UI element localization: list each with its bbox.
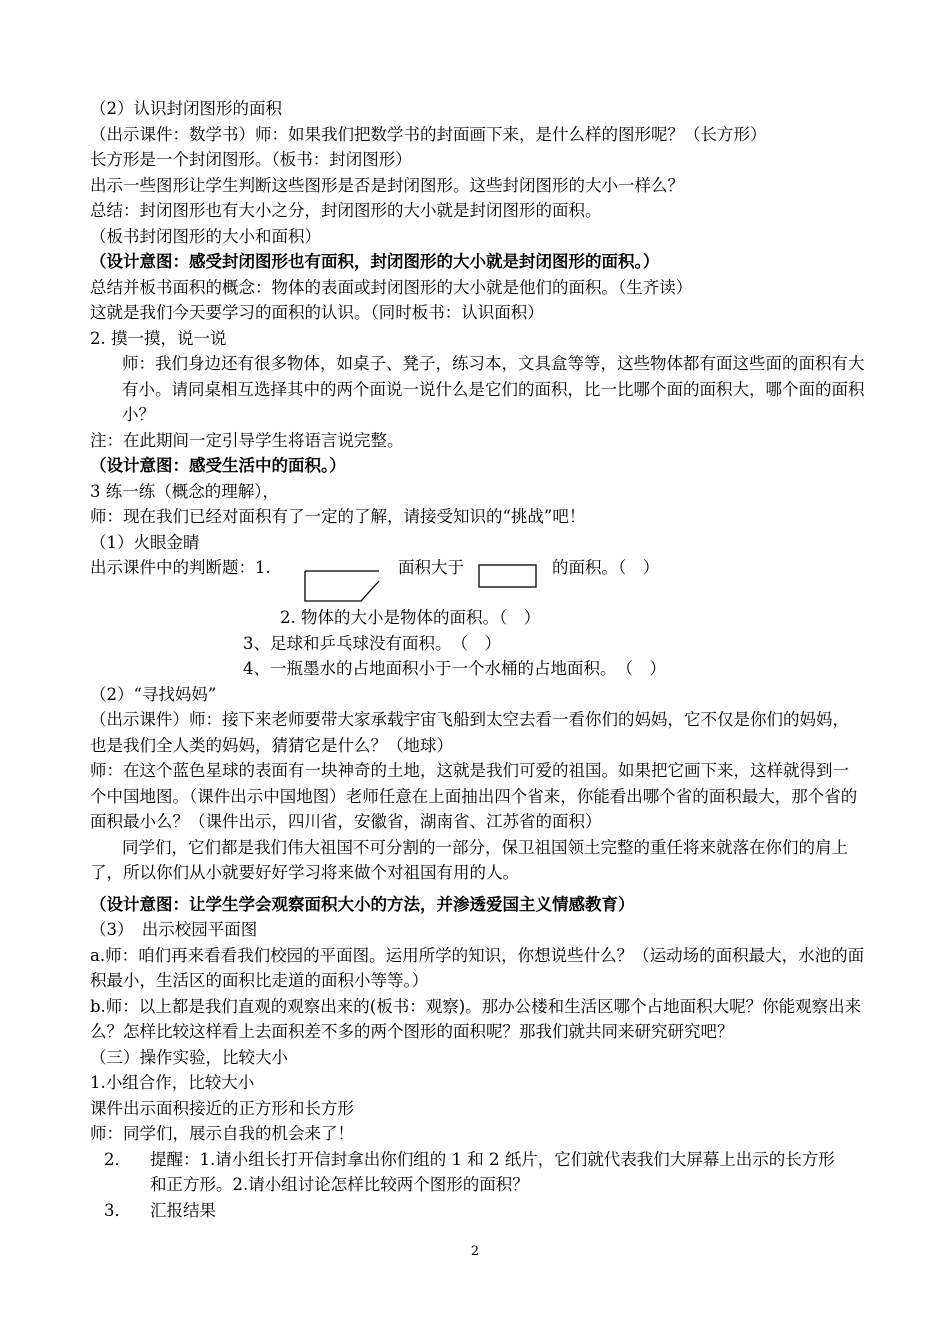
paragraph: （出示课件）师：接下来老师要带大家承载宇宙飞船到太空去看一看你们的妈妈，它不仅是你们的妈妈，也是我们全人类的妈妈，猜猜它是什么？（地球） [90,710,849,755]
list-content: 提醒：1.请小组长打开信封拿出你们组的 1 和 2 纸片，它们就代表我们大屏幕上出示的长方形和正方形。2.请小组讨论怎样比较两个图形的面积？ [150,1149,835,1194]
text-line: 师：现在我们已经对面积有了一定的了解，请接受知识的“挑战”吧！ [90,507,586,526]
list-item [90,1198,865,1224]
paragraph: b.师：以上都是我们直观的观察出来的(板书：观察)。那办公楼和生活区哪个占地面积大呢？你能观察出来么？怎样比较这样看上去面积差不多的两个图形的面积呢？那我们就共同来研究研究吧？ [90,996,862,1041]
trapezoid-figure [303,559,383,603]
judgement-question-1 [90,555,865,605]
text-line: 这就是我们今天要学习的面积的认识。（同时板书：认识面积） [90,303,544,322]
text-line: 长方形是一个封闭图形。（板书：封闭图形） [90,150,412,169]
page-number: 2 [470,1244,480,1259]
judge-text-a: 出示课件中的判断题：1. [90,558,271,577]
judge-text-b: 面积大于 [398,558,464,577]
design-intent: （设计意图：感受封闭图形也有面积，封闭图形的大小就是封闭图形的面积。） [90,252,660,271]
judgement-question-4: 4、一瓶墨水的占地面积小于一个水桶的占地面积。 （ ） [243,659,666,678]
list-content: 汇报结果 [150,1200,216,1220]
text-line: （出示课件：数学书）师：如果我们把数学书的封面画下来，是什么样的图形呢？（长方形） [90,124,767,144]
section-heading: （三）操作实验，比较大小 [90,1047,288,1067]
design-intent: （设计意图：让学生学会观察面积大小的方法，并渗透爱国主义情感教育） [90,894,635,914]
judgement-question-3: 3、足球和乒乓球没有面积。 （ ） [243,633,501,653]
paragraph: 同学们，它们都是我们伟大祖国不可分割的一部分，保卫祖国领土完整的重任将来就落在你们的肩上了，所以你们从小就要好好学习将来做个对祖国有用的人。 [90,837,848,882]
section-heading: 2. 摸一摸，说一说 [90,328,227,348]
list-number: 3． [104,1200,131,1220]
section-heading: （3） 出示校园平面图 [90,920,258,939]
text-line: 师：同学们，展示自我的机会来了！ [90,1124,354,1143]
section-heading: （1）火眼金睛 [90,532,200,552]
text-line: （板书封闭图形的大小和面积） [90,226,321,246]
list-number: 2． [104,1149,131,1169]
section-heading: （2）“寻找妈妈” [90,684,217,704]
judgement-question-2: 2. 物体的大小是物体的面积。（ ） [280,608,541,627]
list-item [90,1147,865,1198]
section-heading: （2）认识封闭图形的面积 [90,99,282,118]
paragraph: 师：在这个蓝色星球的表面有一块神奇的土地，这就是我们可爱的祖国。如果把它画下来，这样就得到一个中国地图。（课件出示中国地图）老师任意在上面抽出四个省来，你能看出哪个省的面积最大，那个省的面积最小么？（课件出示，四川省，安徽省，湖南省、江苏省的面积） [90,761,858,831]
text-line: 总结并板书面积的概念：物体的表面或封闭图形的大小就是他们的面积。（生齐读） [90,277,693,297]
paragraph: a.师：咱们再来看看我们校园的平面图。运用所学的知识，你想说些什么？（运动场的面积最大，水池的面积最小，生活区的面积比走道的面积小等等。） [90,945,865,990]
text-line: 注：在此期间一定引导学生将语言说完整。 [90,430,404,450]
text-line: 课件出示面积接近的正方形和长方形 [90,1098,354,1118]
section-heading: 1.小组合作，比较大小 [90,1073,255,1092]
text-line: 总结：封闭图形也有大小之分，封闭图形的大小就是封闭图形的面积。 [90,201,602,220]
section-heading: 3 练一练（概念的理解）， [90,481,279,501]
design-intent: （设计意图：感受生活中的面积。） [90,456,346,475]
paragraph: 师：我们身边还有很多物体，如桌子、凳子，练习本，文具盒等等，这些物体都有面这些面的面积有大有小。请同桌相互选择其中的两个面说一说什么是它们的面积，比一比哪个面的面积大，哪个面的面积小？ [122,354,865,424]
rectangle-figure [478,559,540,591]
judge-text-c: 的面积。（ ） [552,558,660,577]
document-page [90,96,865,1223]
text-line: 出示一些图形让学生判断这些图形是否是封闭图形。这些封闭图形的大小一样么？ [90,175,684,195]
